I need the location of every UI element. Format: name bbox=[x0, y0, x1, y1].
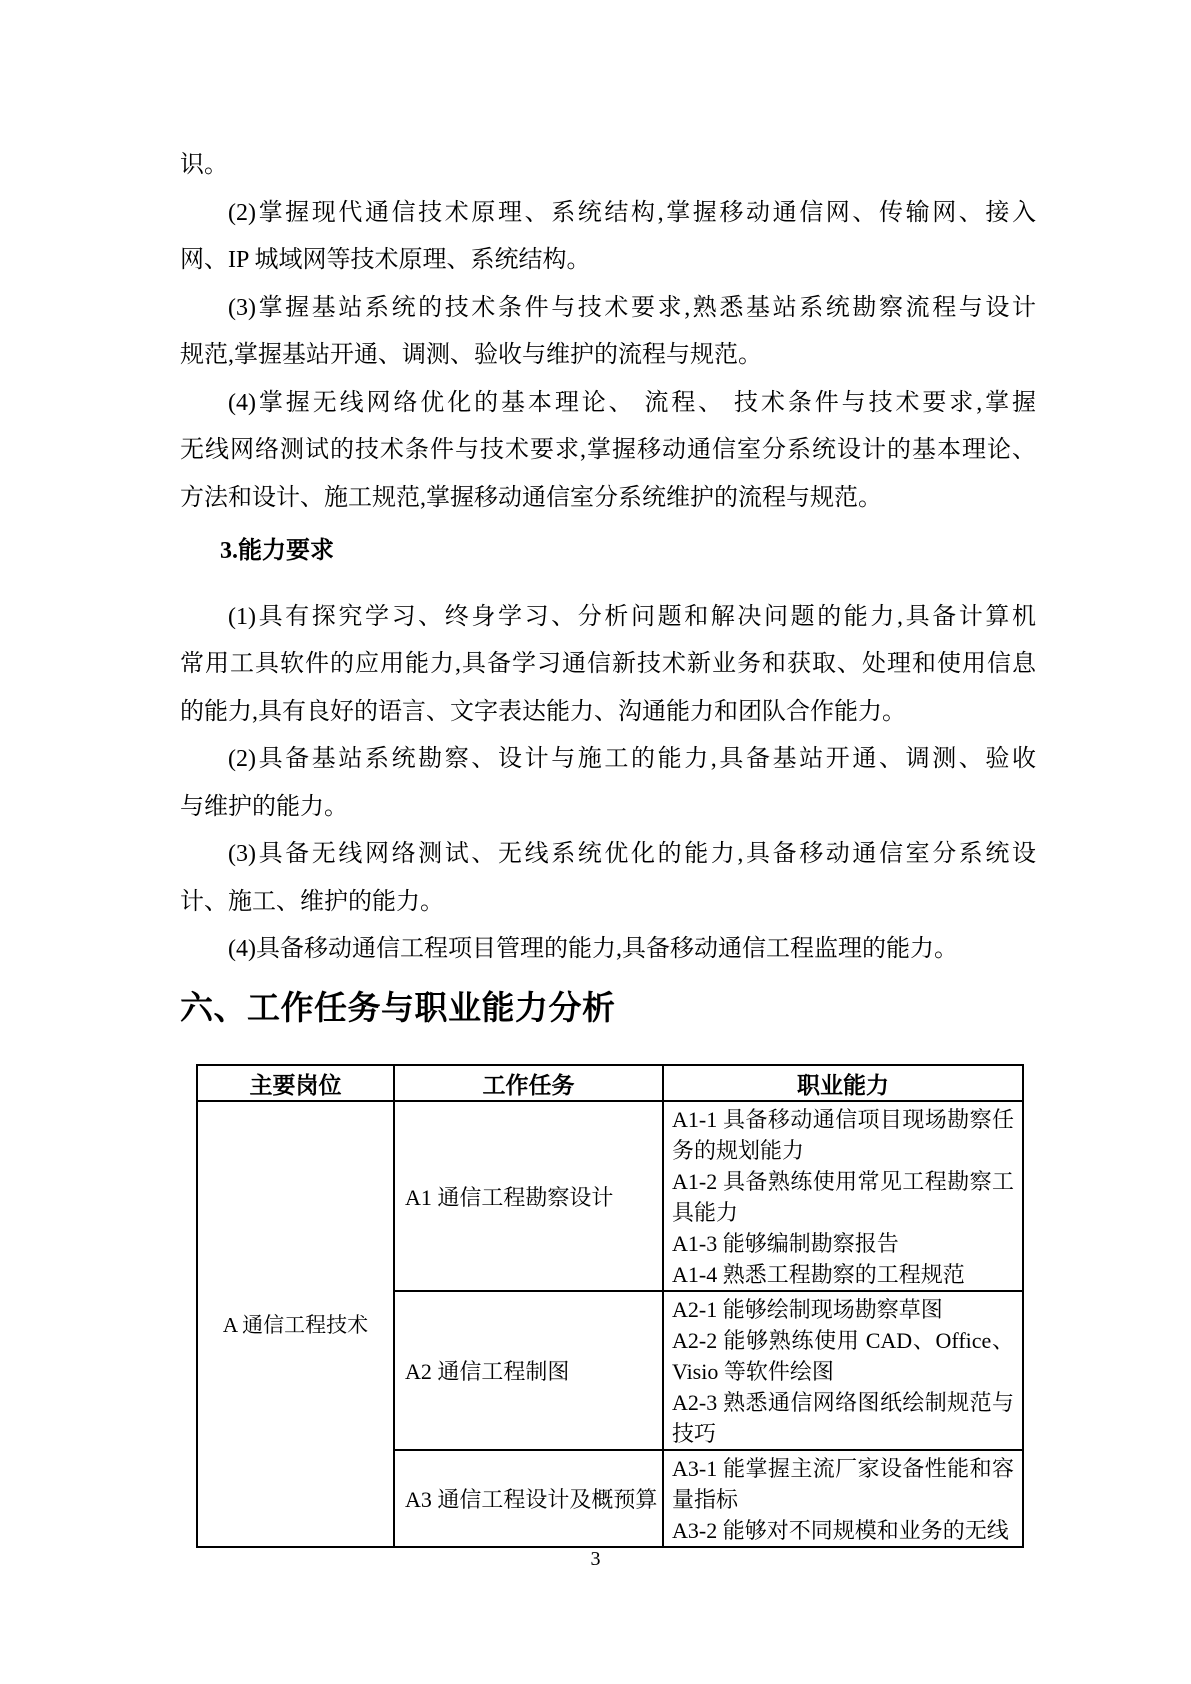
text-line: (2)掌握现代通信技术原理、系统结构,掌握移动通信网、传输网、接入 bbox=[228, 199, 1036, 226]
ability-item: A1-3 能够编制勘察报告 bbox=[672, 1231, 899, 1256]
text-line: 与维护的能力。 bbox=[180, 793, 348, 820]
ability-cell-a2 bbox=[663, 1291, 1023, 1450]
text-line: (4)具备移动通信工程项目管理的能力,具备移动通信工程监理的能力。 bbox=[228, 936, 958, 962]
text-line: (1)具有探究学习、终身学习、分析问题和解决问题的能力,具备计算机 bbox=[228, 603, 1036, 630]
column-header-task: 工作任务 bbox=[394, 1065, 663, 1101]
ability-cell-a3 bbox=[663, 1450, 1023, 1547]
body-paragraphs bbox=[180, 142, 1036, 974]
text-line: 方法和设计、施工规范,掌握移动通信室分系统维护的流程与规范。 bbox=[180, 484, 882, 511]
sub-heading: 3.能力要求 bbox=[220, 538, 334, 564]
text-line: (2)具备基站系统勘察、设计与施工的能力,具备基站开通、调测、验收 bbox=[228, 746, 1036, 772]
task-cell-a2: A2 通信工程制图 bbox=[394, 1291, 663, 1450]
position-group-cell: A 通信工程技术 bbox=[197, 1101, 394, 1547]
text-line: (4)掌握无线网络优化的基本理论、 流程、 技术条件与技术要求,掌握 bbox=[228, 389, 1036, 416]
page-number: 3 bbox=[590, 1548, 601, 1570]
text-line: 无线网络测试的技术条件与技术要求,掌握移动通信室分系统设计的基本理论、 bbox=[180, 437, 1036, 463]
text-line: 常用工具软件的应用能力,具备学习通信新技术新业务和获取、处理和使用信息 bbox=[180, 651, 1036, 677]
task-ability-table bbox=[196, 1064, 1024, 1548]
column-header-ability: 职业能力 bbox=[663, 1065, 1023, 1101]
text-line: 计、施工、维护的能力。 bbox=[180, 888, 444, 915]
ability-cell-a1 bbox=[663, 1101, 1023, 1291]
ability-item: A3-1 能掌握主流厂家设备性能和容量指标 bbox=[672, 1456, 1014, 1512]
table-header-row bbox=[197, 1065, 1023, 1101]
text-line: (3)掌握基站系统的技术条件与技术要求,熟悉基站系统勘察流程与设计 bbox=[228, 294, 1036, 321]
document-body bbox=[180, 142, 1036, 1030]
ability-item: A1-2 具备熟练使用常见工程勘察工具能力 bbox=[672, 1169, 1014, 1225]
column-header-position: 主要岗位 bbox=[197, 1065, 394, 1101]
task-cell-a3: A3 通信工程设计及概预算 bbox=[394, 1450, 663, 1547]
ability-item: A2-2 能够熟练使用 CAD、Office、Visio 等软件绘图 bbox=[672, 1328, 1014, 1384]
text-line: 规范,掌握基站开通、调测、验收与维护的流程与规范。 bbox=[180, 342, 762, 368]
ability-item: A2-3 熟悉通信网络图纸绘制规范与技巧 bbox=[672, 1390, 1014, 1446]
text-line: (3)具备无线网络测试、无线系统优化的能力,具备移动通信室分系统设 bbox=[228, 841, 1036, 867]
text-line: 的能力,具有良好的语言、文字表达能力、沟通能力和团队合作能力。 bbox=[180, 698, 906, 725]
ability-item: A3-2 能够对不同规模和业务的无线 bbox=[672, 1518, 1009, 1543]
table-row-a1 bbox=[197, 1101, 1023, 1291]
section-heading: 六、工作任务与职业能力分析 bbox=[180, 988, 616, 1026]
ability-item: A1-4 熟悉工程勘察的工程规范 bbox=[672, 1262, 965, 1287]
text-line: 识。 bbox=[180, 152, 228, 178]
ability-item: A2-1 能够绘制现场勘察草图 bbox=[672, 1297, 943, 1322]
task-cell-a1: A1 通信工程勘察设计 bbox=[394, 1101, 663, 1291]
ability-item: A1-1 具备移动通信项目现场勘察任务的规划能力 bbox=[672, 1107, 1014, 1163]
text-line: 网、IP 城域网等技术原理、系统结构。 bbox=[180, 247, 591, 273]
